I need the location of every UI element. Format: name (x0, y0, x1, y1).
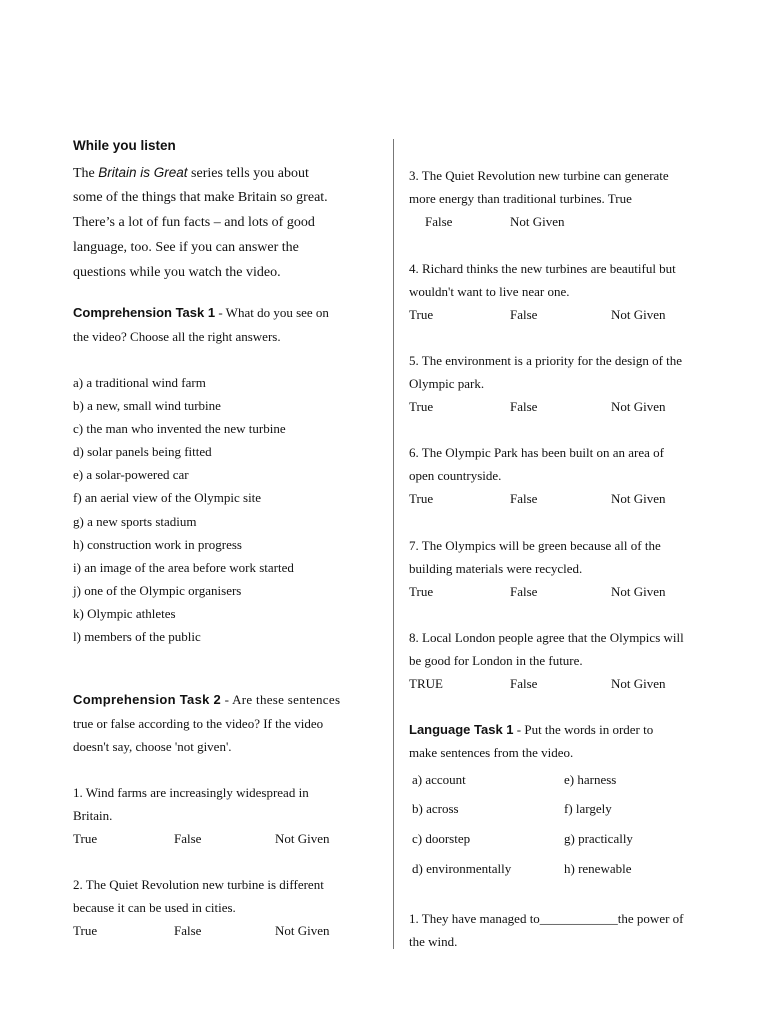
question-5-line-1: 5. The environment is a priority for the design of the (409, 353, 683, 368)
task1-option-k: k) Olympic athletes (73, 606, 176, 621)
language-task1-instruction-line-1: Language Task 1 - Put the words in order to (409, 722, 654, 737)
word-e: e) harness (564, 772, 617, 787)
question-2-line-1: 2. The Quiet Revolution new turbine is different (73, 877, 324, 892)
task1-option-j: j) one of the Olympic organisers (73, 583, 242, 598)
word-h: h) renewable (564, 861, 632, 876)
task1-option-i: i) an image of the area before work started (73, 560, 294, 575)
task1-option-e: e) a solar-powered car (73, 467, 189, 482)
task2-instruction-line-3: doesn't say, choose 'not given'. (73, 739, 232, 754)
question-1-line-1: 1. Wind farms are increasingly widespread in (73, 785, 309, 800)
task2-instruction-line-1: Comprehension Task 2 - Are these sentences (73, 692, 341, 707)
column-divider (393, 139, 394, 949)
word-g: g) practically (564, 831, 633, 846)
q1-true-option[interactable]: True (73, 831, 98, 846)
question-7-line-1: 7. The Olympics will be green because all of the (409, 538, 661, 553)
question-8-line-2: be good for London in the future. (409, 653, 583, 668)
task1-option-c: c) the man who invented the new turbine (73, 421, 286, 436)
q5-not-given-option[interactable]: Not Given (611, 399, 666, 414)
intro-line-5: questions while you watch the video. (73, 265, 281, 280)
task1-instruction-line-2: the video? Choose all the right answers. (73, 329, 281, 344)
task1-option-l: l) members of the public (73, 629, 201, 644)
intro-prefix: The (73, 166, 99, 181)
q7-true-option[interactable]: True (409, 584, 434, 599)
language-task1-heading: Language Task 1 (409, 722, 514, 737)
q4-not-given-option[interactable]: Not Given (611, 307, 666, 322)
q1-false-option[interactable]: False (174, 831, 202, 846)
q3-not-given-option[interactable]: Not Given (510, 214, 565, 229)
question-3-line-1: 3. The Quiet Revolution new turbine can generate (409, 168, 669, 183)
task2-heading: Comprehension Task 2 (73, 692, 222, 707)
task1-instruction-line-1: Comprehension Task 1 - What do you see on (73, 305, 329, 320)
task1-option-g: g) a new sports stadium (73, 514, 197, 529)
intro-line-3: There’s a lot of fun facts – and lots of good (73, 215, 315, 230)
task1-option-f: f) an aerial view of the Olympic site (73, 490, 262, 505)
q7-false-option[interactable]: False (510, 584, 538, 599)
q2-not-given-option[interactable]: Not Given (275, 923, 330, 938)
task1-option-a: a) a traditional wind farm (73, 375, 206, 390)
q1-not-given-option[interactable]: Not Given (275, 831, 330, 846)
q2-true-option[interactable]: True (73, 923, 98, 938)
intro-line-1 (73, 160, 309, 186)
task1-option-h: h) construction work in progress (73, 537, 242, 552)
word-b: b) across (412, 801, 459, 816)
question-2-line-2: because it can be used in cities. (73, 900, 236, 915)
task1-heading: Comprehension Task 1 (73, 305, 216, 320)
q4-false-option[interactable]: False (510, 307, 538, 322)
word-c: c) doorstep (412, 831, 471, 846)
q5-false-option[interactable]: False (510, 399, 538, 414)
word-d: d) environmentally (412, 861, 512, 876)
question-8-line-1: 8. Local London people agree that the Olympics will (409, 630, 684, 645)
intro-line-2: some of the things that make Britain so great. (73, 190, 328, 205)
q2-false-option[interactable]: False (174, 923, 202, 938)
question-4-line-1: 4. Richard thinks the new turbines are beautiful but (409, 261, 676, 276)
question-4-line-2: wouldn't want to live near one. (409, 284, 570, 299)
q3-false-option[interactable]: False (425, 214, 453, 229)
intro-series-name: Britain is Great (98, 165, 188, 180)
task1-option-b: b) a new, small wind turbine (73, 398, 221, 413)
word-a: a) account (412, 772, 466, 787)
sentence-1-line-1: 1. They have managed to____________the power of (409, 911, 684, 926)
intro-suffix: series tells you about (187, 166, 309, 181)
q8-not-given-option[interactable]: Not Given (611, 676, 666, 691)
language-task1-instruction-line-2: make sentences from the video. (409, 745, 574, 760)
intro-line-4: language, too. See if you can answer the (73, 240, 299, 255)
q7-not-given-option[interactable]: Not Given (611, 584, 666, 599)
task1-option-d: d) solar panels being fitted (73, 444, 212, 459)
task2-instruction-line-2: true or false according to the video? If the video (73, 716, 324, 731)
while-you-listen-heading: While you listen (73, 138, 176, 153)
question-1-line-2: Britain. (73, 808, 113, 823)
question-5-line-2: Olympic park. (409, 376, 485, 391)
question-7-line-2: building materials were recycled. (409, 561, 583, 576)
question-6-line-2: open countryside. (409, 468, 502, 483)
q8-false-option[interactable]: False (510, 676, 538, 691)
question-3-line-2: more energy than traditional turbines. True (409, 191, 632, 206)
question-6-line-1: 6. The Olympic Park has been built on an area of (409, 445, 664, 460)
q5-true-option[interactable]: True (409, 399, 434, 414)
q8-true-option[interactable]: TRUE (409, 676, 443, 691)
word-f: f) largely (564, 801, 612, 816)
sentence-1-line-2: the wind. (409, 934, 458, 949)
q6-true-option[interactable]: True (409, 491, 434, 506)
q4-true-option[interactable]: True (409, 307, 434, 322)
q6-false-option[interactable]: False (510, 491, 538, 506)
q6-not-given-option[interactable]: Not Given (611, 491, 666, 506)
